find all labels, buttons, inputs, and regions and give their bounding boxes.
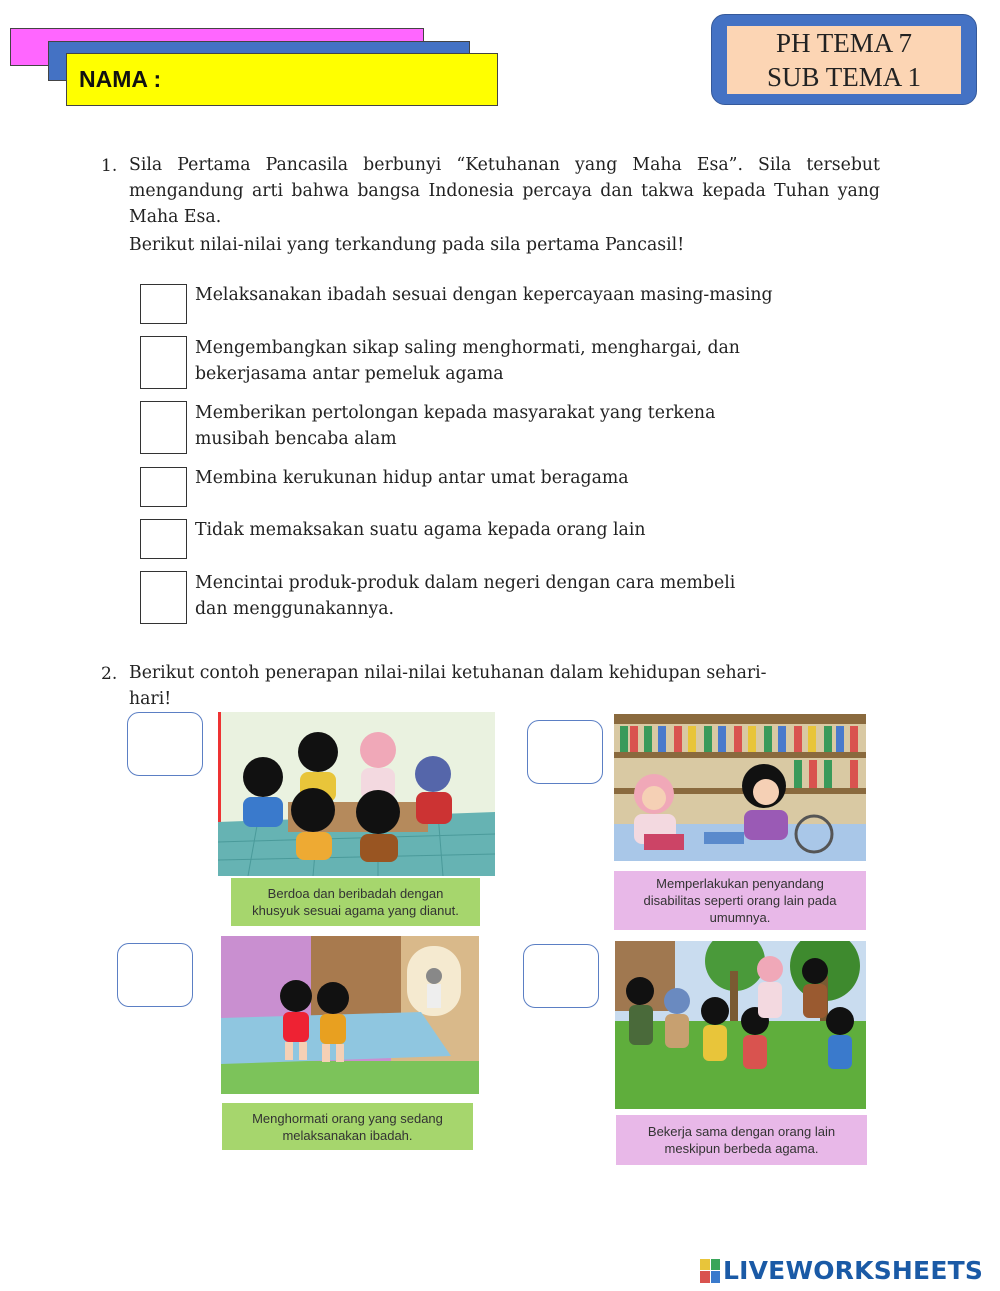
option5-text: Tidak memaksakan suatu agama kepada orang lain — [195, 520, 646, 540]
question2-text: Berikut contoh penerapan nilai-nilai ketuhanan dalam kehidupan sehari- hari! — [129, 663, 767, 709]
option2-checkbox[interactable] — [140, 336, 187, 389]
question1-instruction: Berikut nilai-nilai yang terkandung pada sila pertama Pancasil! — [129, 235, 685, 255]
answer-box-1[interactable] — [127, 712, 203, 776]
picture-cooperation — [615, 941, 866, 1109]
theme-box — [711, 14, 977, 105]
subtheme-title: SUB TEMA 1 — [766, 62, 922, 92]
question2-number: 2. — [101, 664, 118, 684]
question1-number: 1. — [101, 156, 118, 176]
option2-text: Mengembangkan sikap saling menghormati, menghargai, dan bekerjasama antar pemeluk agama — [195, 338, 740, 384]
cooperation-illustration — [615, 941, 866, 1109]
answer-box-3[interactable] — [117, 943, 193, 1007]
option6-text: Mencintai produk-produk dalam negeri dengan cara membeli dan menggunakannya. — [195, 573, 736, 619]
name-banner — [66, 53, 498, 106]
question1-text: Sila Pertama Pancasila berbunyi “Ketuhanan yang Maha Esa”. Sila tersebut mengandung arti bahwa bangsa Indonesia percaya dan takwa kepada Tuhan yang Maha Esa. — [129, 155, 880, 227]
option3-checkbox[interactable] — [140, 401, 187, 454]
picture-respect — [221, 936, 479, 1094]
caption-praying: Berdoa dan beribadah dengan khusyuk sesuai agama yang dianut. — [231, 878, 480, 926]
theme-title: PH TEMA 7 — [775, 28, 913, 58]
option3-text: Memberikan pertolongan kepada masyarakat yang terkena musibah bencaba alam — [195, 403, 716, 449]
option1-checkbox[interactable] — [140, 284, 187, 324]
caption-cooperation: Bekerja sama dengan orang lain meskipun berbeda agama. — [616, 1115, 867, 1165]
caption-respect: Menghormati orang yang sedang melaksanakan ibadah. — [222, 1103, 473, 1150]
option4-checkbox[interactable] — [140, 467, 187, 507]
theme-label — [727, 26, 961, 94]
picture-library — [614, 714, 866, 861]
option1-text: Melaksanakan ibadah sesuai dengan kepercayaan masing-masing — [195, 285, 773, 305]
answer-box-4[interactable] — [523, 944, 599, 1008]
option6-checkbox[interactable] — [140, 571, 187, 624]
answer-box-2[interactable] — [527, 720, 603, 784]
respect-illustration — [221, 936, 479, 1094]
picture-praying — [218, 712, 495, 876]
liveworksheets-logo — [700, 1256, 983, 1285]
caption-disability: Memperlakukan penyandang disabilitas seperti orang lain pada umumnya. — [614, 871, 866, 930]
praying-illustration — [218, 712, 495, 876]
liveworksheets-brand: LIVEWORKSHEETS — [723, 1256, 984, 1285]
option4-text: Membina kerukunan hidup antar umat beragama — [195, 468, 629, 488]
option5-checkbox[interactable] — [140, 519, 187, 559]
liveworksheets-logo-icon — [700, 1259, 720, 1283]
library-illustration — [614, 714, 866, 861]
name-label: NAMA : — [79, 66, 162, 92]
